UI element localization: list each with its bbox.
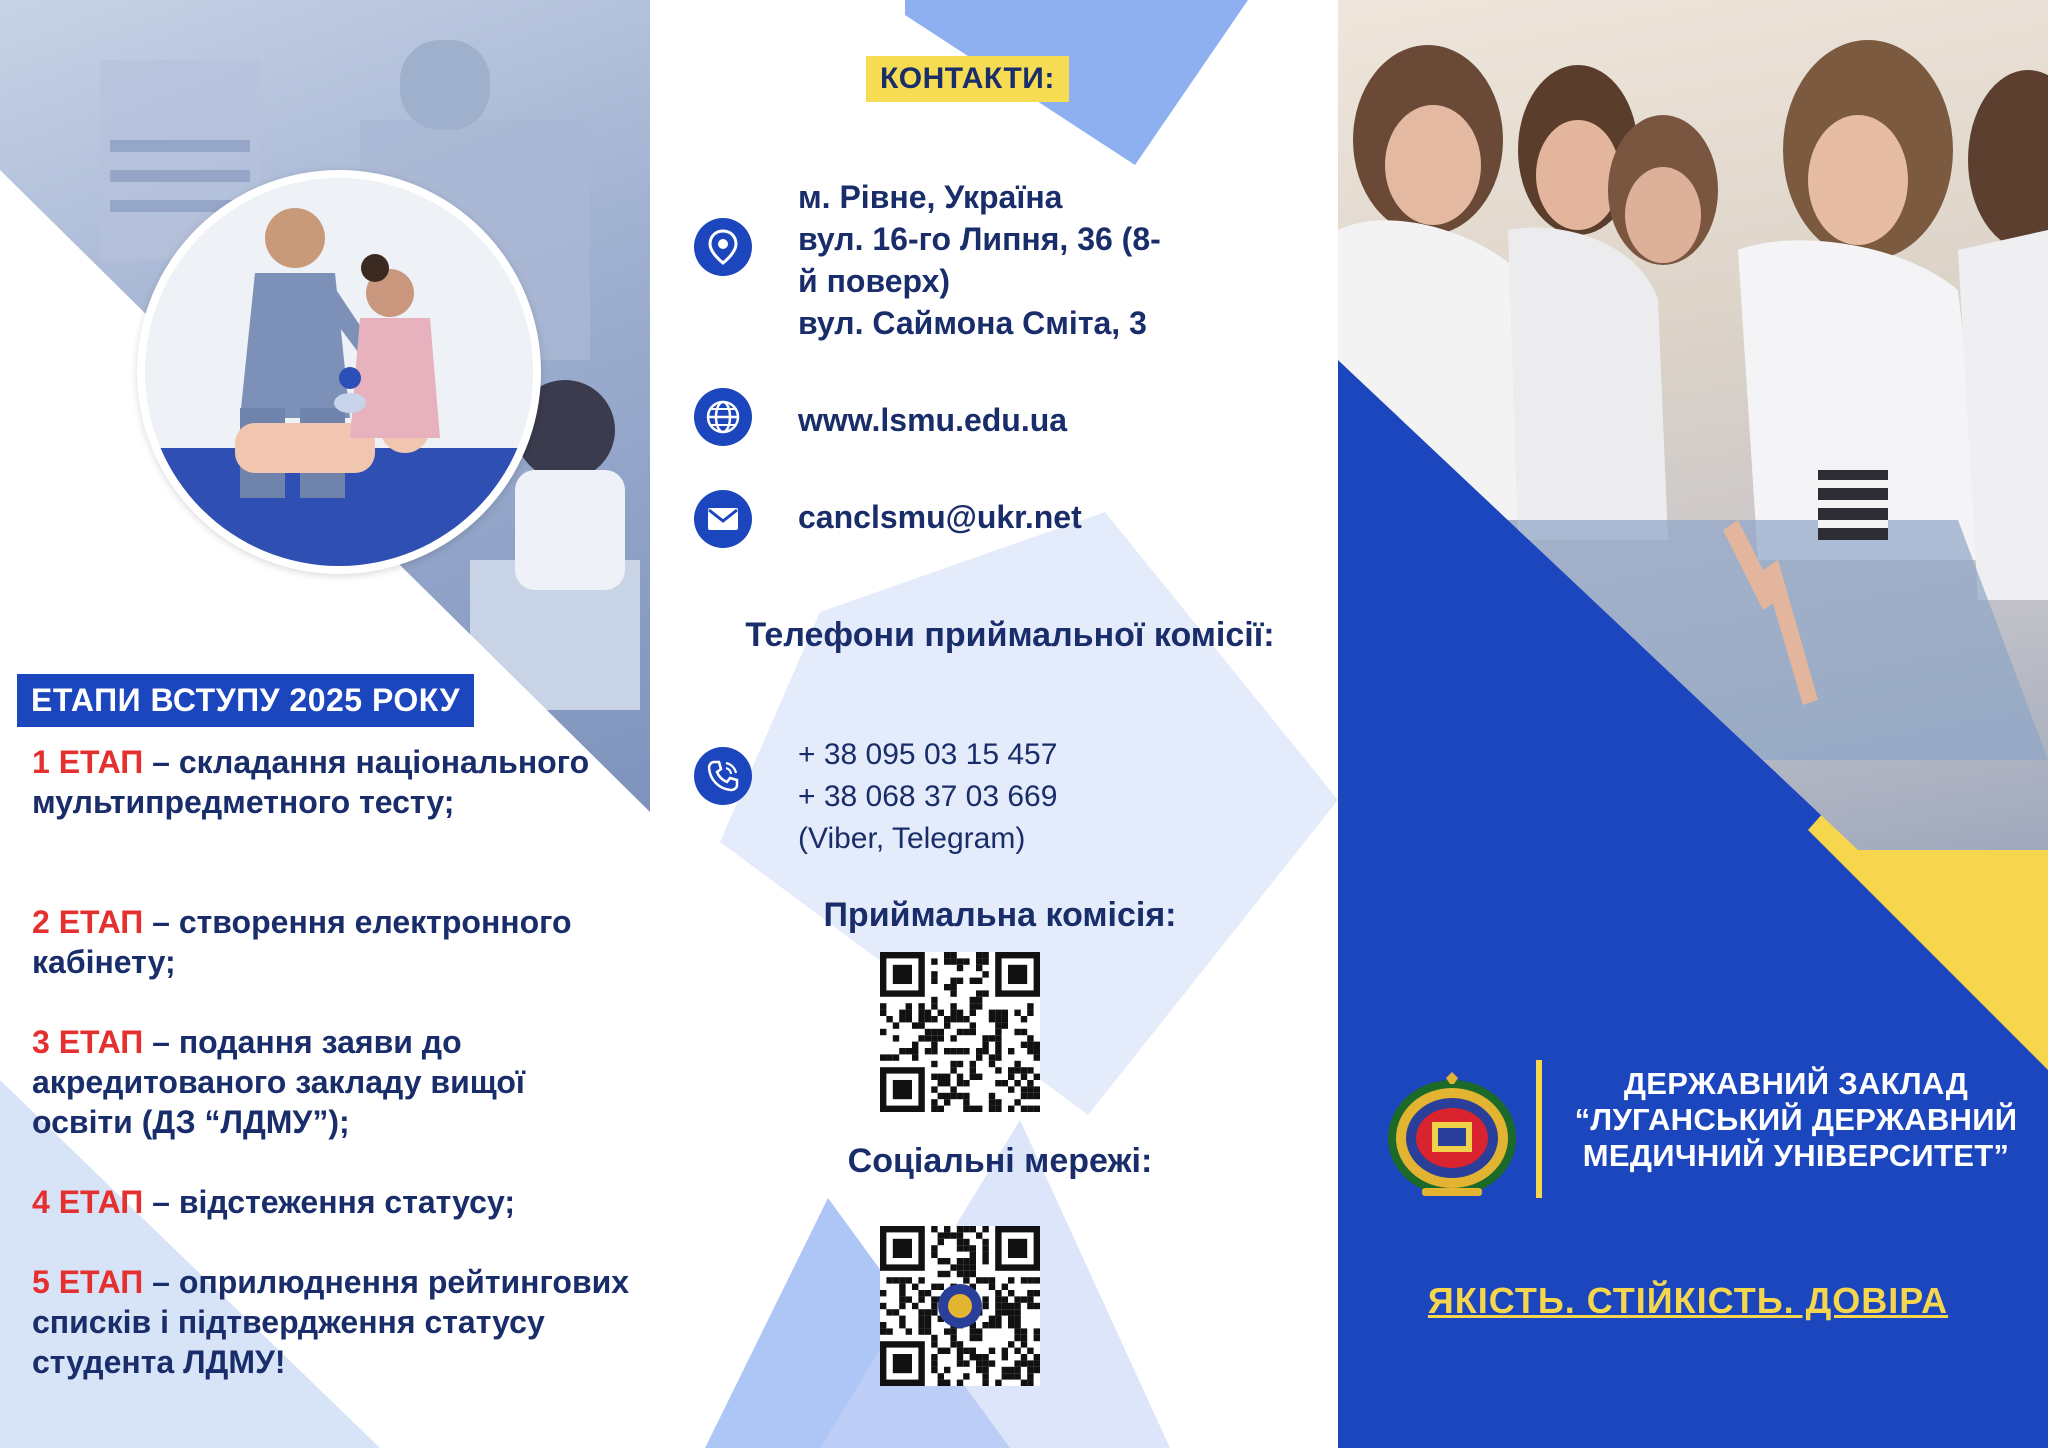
address-city: м. Рівне, Україна [798,179,1063,215]
location-icon [694,218,752,276]
admission-qr-code[interactable] [880,952,1040,1112]
address-floor: й поверх) [798,263,951,299]
stage-text: – відстеження статусу; [143,1184,515,1220]
stage-text: – подання заяви до акредитованого закладу вищої освіти (ДЗ “ЛДМУ”); [32,1024,525,1140]
website-link[interactable]: www.lsmu.edu.ua [798,402,1068,438]
cpr-training-photo [137,170,541,574]
stage-number: 2 ЕТАП [32,904,144,940]
phone-number-1[interactable]: + 38 095 03 15 457 [798,738,1058,771]
middle-panel [650,0,1338,1448]
stages-heading: ЕТАПИ ВСТУПУ 2025 РОКУ [17,674,474,727]
stage-number: 5 ЕТАП [32,1264,144,1300]
university-name-line-1: ДЕРЖАВНИЙ ЗАКЛАД [1623,1066,1969,1101]
contacts-title: КОНТАКТИ: [866,56,1069,102]
stage-5 [32,1262,632,1382]
stage-text: – оприлюднення рейтингових списків і підтвердження статусу студента ЛДМУ! [32,1264,630,1380]
university-name-line-2: “ЛУГАНСЬКИЙ ДЕРЖАВНИЙ [1574,1102,2018,1137]
phones-title: Телефони приймальної комісії: [745,616,1275,654]
address-block [798,176,1161,344]
globe-icon [694,388,752,446]
stage-2 [32,902,632,982]
stage-text: – складання національного мультипредметного тесту; [32,744,590,820]
stage-number: 1 ЕТАП [32,744,144,780]
stage-number: 4 ЕТАП [32,1184,144,1220]
students-photo [1338,0,2048,850]
phone-icon [694,747,752,805]
address-street-2: вул. Саймона Сміта, 3 [798,305,1147,341]
mail-icon [694,490,752,548]
social-title: Соціальні мережі: [847,1142,1153,1180]
right-panel [1338,0,2048,1448]
social-qr-code[interactable] [880,1226,1040,1386]
admission-title: Приймальна комісія: [823,896,1177,934]
address-street-1: вул. 16-го Липня, 36 (8- [798,221,1161,257]
stage-text: – створення електронного кабінету; [32,904,572,980]
university-logo [1382,1070,1522,1200]
slogan: ЯКІСТЬ. СТІЙКІСТЬ. ДОВІРА [1427,1280,1949,1321]
logo-divider [1536,1060,1542,1198]
university-name [1556,1066,2036,1174]
messengers-note: (Viber, Telegram) [798,822,1026,855]
email-link[interactable]: canclsmu@ukr.net [798,499,1082,535]
stage-4 [32,1182,632,1222]
university-name-line-3: МЕДИЧНИЙ УНІВЕРСИТЕТ” [1582,1138,2010,1173]
stage-number: 3 ЕТАП [32,1024,144,1060]
stage-1 [32,742,632,822]
left-panel [0,0,650,1448]
phone-number-2[interactable]: + 38 068 37 03 669 [798,780,1058,813]
stage-3 [32,1022,632,1142]
